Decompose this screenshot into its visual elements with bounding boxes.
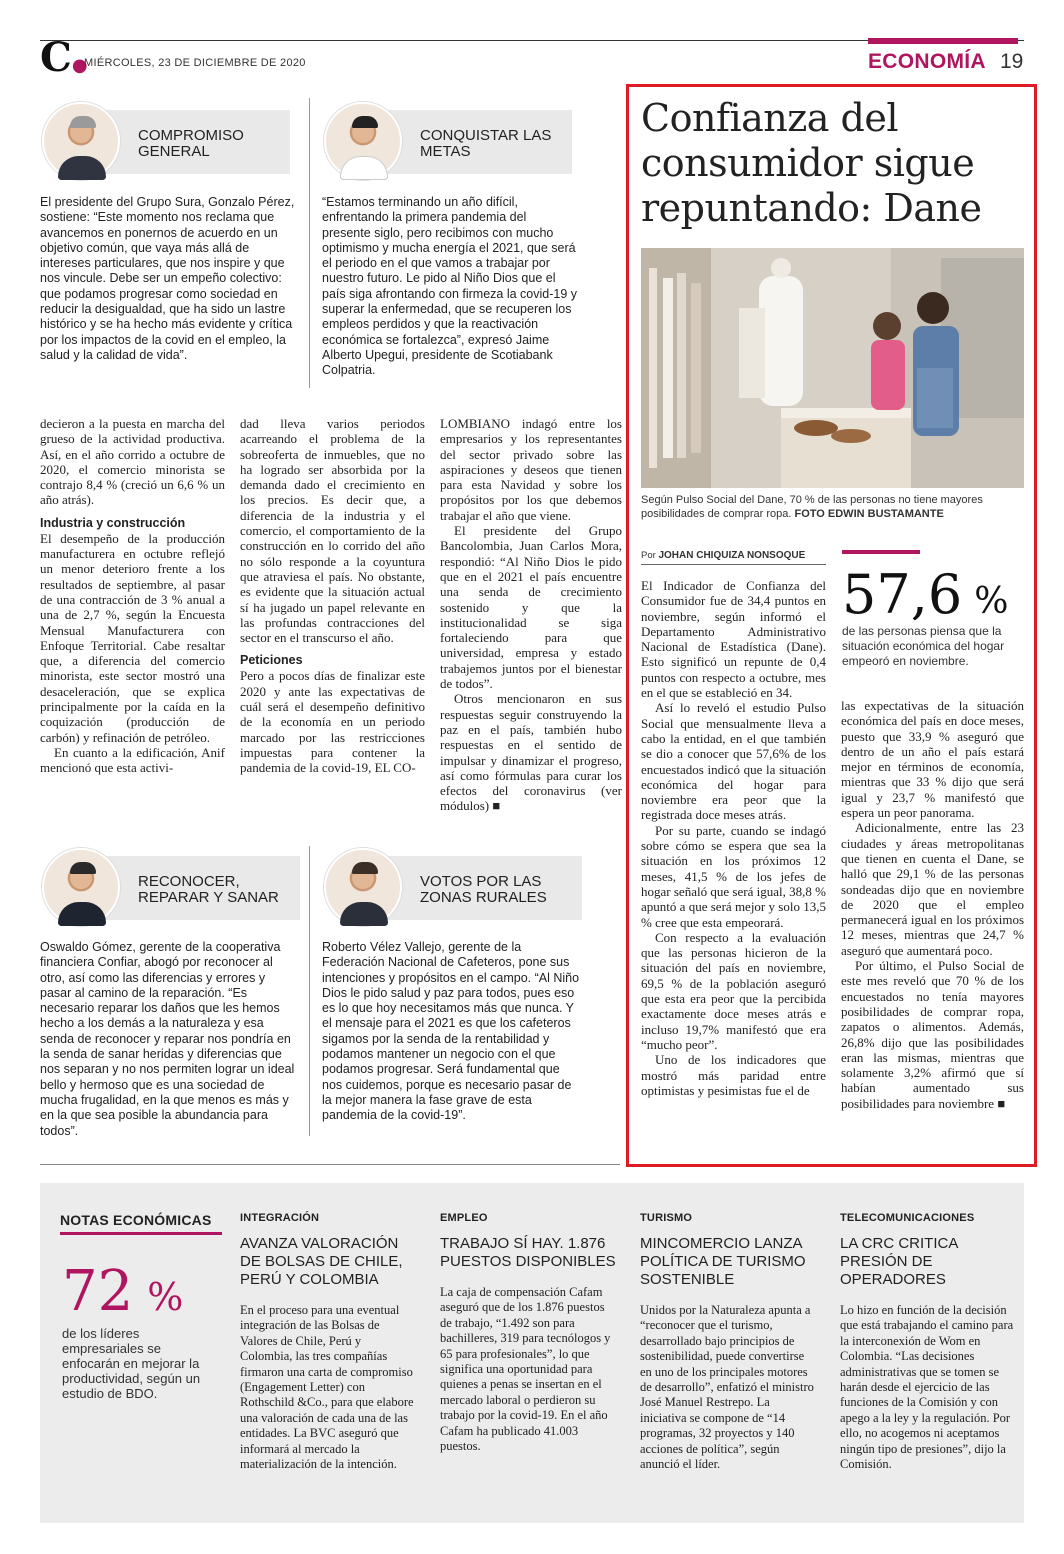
article-column [440,416,622,814]
portrait-photo [324,102,402,180]
article-paragraph: Uno de los indicadores que mostró más paridad entre optimistas y pesimistas fue el de [641,1052,826,1098]
byline [641,550,805,561]
article-paragraph: Así lo reveló el estudio Pulso Social que mensualmente lleva a cabo la entidad, en el que también se dio a conocer que 57,6% de los encuestados indicó que la situación económica del hogar para noviembre era peor que la registrada doce meses atrás. [641,700,826,823]
portrait-photo [42,102,120,180]
quote-heading: VOTOS POR LAS ZONAS RURALES [382,856,582,920]
caption-text: Según Pulso Social del Dane, 70 % de las personas no tiene mayores posibilidades de comprar ropa. [641,494,983,520]
quote-text: “Estamos terminando un año difícil, enfrentando la primera pandemia del presente siglo, pero recibimos con mucho optimismo y mucha energía el 2021, que será el periodo en el que vamos a trabajar por nuestro futuro. Le pido al Niño Dios que el país siga afrontando con firmeza la covid-19 y superar la enfermedad, que se recuperen los empleos perdidos y que la reactivación económica se fortalezca”, expresó Jaime Alberto Upegui, presidente de Scotiabank Colpatria. [322,195,577,378]
stat-description: de las personas piensa que la situación económica del hogar empeoró en noviembre. [842,624,1005,668]
notas-stat-unit: % [147,1275,184,1319]
stat-value: 57,6 [842,563,963,626]
photo-credit: EDWIN BUSTAMANTE [827,508,944,520]
article-paragraph: El Indicador de Confianza del Consumidor fue de 34,4 puntos en noviembre, según informó el Departamento Administrativo Nacional de Estadística (Dane). Esto significó un repunte de 0,4 puntos con respecto a octubre, mes en el que se estableció en 34. [641,578,826,701]
article-column [40,416,225,776]
article-paragraph: En cuanto a la edificación, Anif mencionó que esta activi- [40,744,225,776]
brief-body: La caja de compensación Cafam aseguró que de los 1.876 puestos de trabajo, “1.492 son para bachilleres, 319 para tecnólogos y 65 para profesionales”, lo que significa una oportunidad para quienes a penas se insertan en el mercado laboral o perdieron su trabajo por la covid-19. En el año Cafam ha publicado 41.003 puestos. [440,1285,611,1454]
brief-category: INTEGRACIÓN [240,1212,320,1224]
article-headline: Confianza del consumidor sigue repuntando: Dane [641,96,982,230]
notas-stat-value: 72 [62,1259,134,1324]
brief-headline: LA CRC CRITICA PRESIÓN DE OPERADORES [840,1235,958,1288]
portrait-photo [324,848,402,926]
article-paragraph: Pero a pocos días de finalizar este 2020 y ante las expectativas de cuál será el desempeño definitivo de la economía en un periodo marcado por las restricciones impuestas para contener la pandemia de la covid-19, EL CO- [240,668,425,776]
brief-item [240,1212,416,1472]
stat-unit: % [974,581,1009,622]
notas-stat-number [62,1260,183,1329]
quote-text: Oswaldo Gómez, gerente de la cooperativa financiera Confiar, abogó por reconocer al otro, así como las diferencias y errores y pasar al camino de la reparación. “Es necesario reparar los daños que les hemos hecho a los demás a la naturaleza y esa senda de reconocer y reparar nos pondría en la senda de sanar heridas y diferencias que nos separan y no nos permiten lograr un ideal bello y hermoso que es una sociedad de mucha frugalidad, en la que menos es más y en la que sea posible la abundancia para todos”. [40,940,295,1138]
brief-headline: AVANZA VALORACIÓN DE BOLSAS DE CHILE, PERÚ Y COLOMBIA [240,1235,403,1288]
quote-heading: RECONOCER, REPARAR Y SANAR [100,856,300,920]
quote-text: Roberto Vélez Vallejo, gerente de la Federación Nacional de Cafeteros, pone sus intenciones y propósitos en el campo. “Al Niño Dios le pido salud y paz para todos, pues eso es lo que hoy necesitamos más que nunca. Y el mensaje para el 2021 es que los cafeteros sigamos por la senda de la rentabilidad y podamos mantener un negocio con el que podamos progresar. Será fundamental que nos cuidemos, porque es necesario pasar de la mejor manera la fase grave de esta pandemia de la covid-19”. [322,940,580,1123]
article-paragraph: Otros mencionaron en sus respuestas seguir construyendo la paz en el país, también hubo respuestas en el sentido de impulsar y dinamizar el progreso, así como fórmulas para curar los efectos del coronavirus (ver módulos) ■ [440,691,622,814]
notas-accent-bar [60,1232,222,1235]
section-name: ECONOMÍA [868,50,986,73]
photo-caption [641,493,1026,521]
article-column [841,698,1024,1111]
brief-body: En el proceso para una eventual integración de las Bolsas de Valores de Chile, Perú y Colombia, las tres compañías firmaron una carta de compromiso (Engagement Letter) con Rothschild &Co., para que elabore una valoración de cada una de las entidades. La BVC aseguró que informará al mercado la materialización de la intención. [240,1303,414,1472]
article-paragraph: dad lleva varios periodos acarreando el problema de la sobreoferta de inmuebles, que no ha logrado ser absorbida por la demanda dado el crecimiento en los precios. Es decir que, a diferencia de la industria y el comercio, el comportamiento de la construcción en lo corrido del año no sólo responde a la coyuntura que atraviesa el país. No obstante, es evidente que la situación actual sí ha jugado un papel relevante en las profundas contracciones del sector en el transcurso el año. [240,416,425,646]
stat-number [842,565,1008,632]
article-paragraph: Adicionalmente, entre las 23 ciudades y áreas metropolitanas que tienen en cuenta el Dane, se halló que 29,1 % de las personas sondeadas dijo que en noviembre de 2020 que el empleo permanecerá igual en los próximos 12 meses, mientras que 24,7 % aseguró que aumentará poco. [841,820,1024,958]
notas-stat-description: de los líderes empresariales se enfocarán en mejorar la productividad, según un estudio de BDO. [62,1326,201,1401]
article-paragraph: Por último, el Pulso Social de este mes reveló que 70 % de los encuestados no tenía mayores posibilidades de comprar ropa, zapatos o alimentos. Además, 26,8% dijo que las posibilidades eran las mismas, mientras que solamente 3,2% afirmó que sí habían aumentado sus posibilidades para noviembre ■ [841,958,1024,1111]
article-paragraph: las expectativas de la situación económica del país en doce meses, puesto que 33,9 % aseguró que dentro de un año el país estará mejor en términos de economía, mientras que 33 % dijo que será igual y 23,7 % manifestó que espera un peor panorama. [841,698,1024,821]
store-photo [641,248,1024,488]
article-column [641,578,826,1098]
article-column [240,416,425,776]
section-accent-bar [868,38,1018,44]
article-paragraph: El desempeño de la producción manufacturera en octubre reflejó un menor deterioro frente a los resultados de septiembre, al pasar de una contracción de 3 % anual a una de 2,7 %, según la Encuesta Mensual Manufacturera con Enfoque Territorial. Cabe resaltar que, a diferencia del comercio minorista, este sector mostró una desaceleración, que se explica principalmente por la caída en la coquización (producción de carbón) y refinación de petróleo. [40,530,225,745]
brief-category: EMPLEO [440,1212,488,1224]
brief-body: Lo hizo en función de la decisión que está trabajando el camino para la interconexión de Wom en Colombia. “Las decisiones administrativas que se tomen se harán desde el ejercicio de las funciones de la Comisión y con apego a la ley y la regulación. Por ello, no acogemos ni aceptamos ningún tipo de presiones”, dijo la Comisión. [840,1303,1014,1472]
author-name: JOHAN CHIQUIZA NONSOQUE [658,550,806,561]
brief-category: TURISMO [640,1212,693,1224]
brief-body: Unidos por la Naturaleza apunta a “reconocer que el turismo, desarrollado bajo principios de sostenibilidad, puede convertirse en uno de los principales motores de desarrollo”, enfatizó el ministro José Manuel Restrepo. La iniciativa se compone de “14 programas, 32 proyectos y 140 acciones de política”, según anunció el líder. [640,1303,814,1472]
clothing-store-scene [641,248,1024,488]
brief-item [440,1212,616,1454]
article-paragraph: LOMBIANO indagó entre los empresarios y los representantes del sector privado sobre las aspiraciones y deseos que tienen para esta Navidad y sobre los propósitos por los que debemos trabajar el año que viene. [440,416,622,523]
quote-heading: CONQUISTAR LAS METAS [382,110,572,174]
portrait-photo [42,848,120,926]
brief-headline: TRABAJO SÍ HAY. 1.876 PUESTOS DISPONIBLES [440,1235,616,1270]
quote-text: El presidente del Grupo Sura, Gonzalo Pérez, sostiene: “Este momento nos reclama que avancemos en ponernos de acuerdo en un objetivo común, que vaya más allá de intereses particulares, que nos inspire y que nos vincule. Debe ser un empeño colectivo: que podamos progresar como sociedad en reducir la desigualdad, que ha sido un lastre histórico y se ha hecho más evidente y crítica por los impactos de la covid en el empleo, la salud y la calidad de vida”. [40,195,295,362]
photo-credit-label: FOTO [794,508,825,520]
article-paragraph: Por su parte, cuando se indagó sobre cómo se espera que sea la situación en los próximos 12 meses, 41,5 % de los jefes de hogar señaló que será igual, 38,8 % apuntó a que será mejor y solo 13,5 % cree que esta empeorará. [641,822,826,930]
article-paragraph: El presidente del Grupo Bancolombia, Juan Carlos Mora, respondió: “Al Niño Dios le pido que en el 2021 el país encuentre una senda de crecimiento sostenido y que la institucionalidad se siga fortaleciendo para que universidad, empresa y estado trabajemos juntos por el bienestar de todos”. [440,523,622,692]
brief-item [840,1212,1016,1472]
stat-accent-bar [842,550,920,554]
page-number: 19 [1000,50,1024,73]
brief-headline: MINCOMERCIO LANZA POLÍTICA DE TURISMO SOSTENIBLE [640,1235,806,1288]
article-subhead: Peticiones [240,653,303,668]
issue-date: MIÉRCOLES, 23 DE DICIEMBRE DE 2020 [84,57,306,69]
brief-item [640,1212,816,1472]
notas-title: NOTAS ECONÓMICAS [60,1212,212,1228]
article-paragraph: decieron a la puesta en marcha del grueso de la actividad productiva. Así, en el año corrido a octubre de 2020, el comercio minorista se contrajo 8,4 % (creció un 6,6 % un año atrás). [40,416,225,508]
brief-category: TELECOMUNICACIONES [840,1212,975,1224]
newspaper-logo: C● [40,34,88,81]
byline-label: Por [641,550,656,561]
article-subhead: Industria y construcción [40,515,186,530]
quote-heading: COMPROMISO GENERAL [100,110,290,174]
article-paragraph: Con respecto a la evaluación que las personas hicieron de la situación del país en noviembre, 69,5 % de la población aseguró que esta era peor que la percibida exactamente doce meses atrás e incluso 19,7% manifestó que era “mucho peor”. [641,929,826,1052]
